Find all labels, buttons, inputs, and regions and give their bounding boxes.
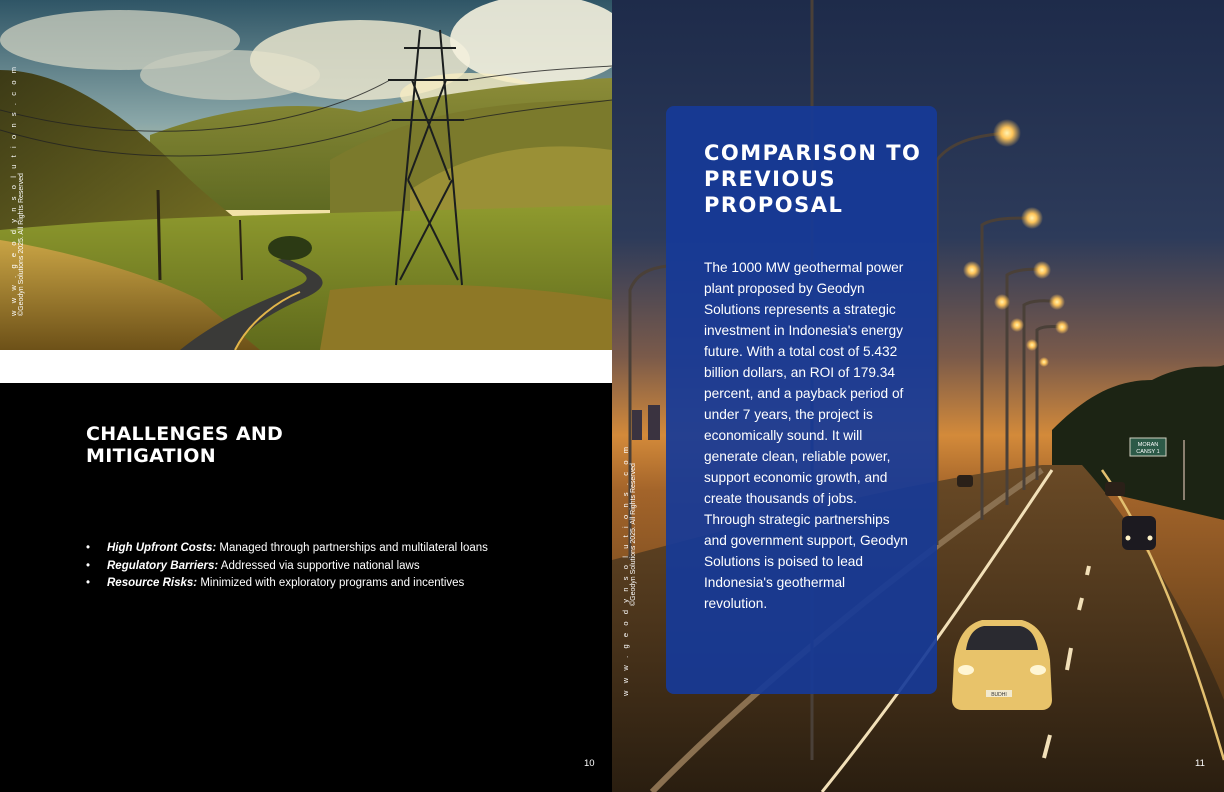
bullet-term: High Upfront Costs:: [107, 542, 217, 554]
valley-power-line-photo: [0, 0, 612, 350]
page-number: 11: [1195, 758, 1205, 769]
bullet-term: Resource Risks:: [107, 577, 198, 590]
website-url-vertical: w w w . g e o d y n s o l u t i o n s . c o m: [621, 444, 630, 696]
list-item: [86, 558, 488, 576]
website-url-vertical: w w w . g e o d y n s o l u t i o n s . c o m: [9, 64, 18, 316]
copyright-vertical: ©Geodyn Solutions 2025. All Rights Reserved: [18, 173, 25, 316]
card-title: COMPARISON TO PREVIOUS PROPOSAL: [704, 141, 922, 217]
section-title: CHALLENGES AND MITIGATION: [86, 423, 284, 467]
bullet-icon: •: [86, 542, 91, 554]
right-page: [612, 0, 1224, 792]
road-sign-text: CANSY 1: [1136, 449, 1160, 455]
list-item: [86, 575, 488, 593]
bullet-text: Addressed via supportive national laws: [218, 559, 420, 572]
license-plate-text: BUDHI: [991, 692, 1007, 698]
card-body-text: The 1000 MW geothermal power plant proposed by Geodyn Solutions represents a strategic investment in Indonesia's energy future. With a total cost of 5.432 billion dollars, an ROI of 179.34 percent, and a payback period of under 7 years, the project is economically sound. It will generate clean, reliable power, support economic growth, and create thousands of jobs. Through strategic partnerships and government support, Geodyn Solutions is poised to lead Indonesia's geothermal revolution.: [704, 260, 908, 611]
challenges-list: [86, 540, 488, 593]
bullet-icon: •: [86, 577, 91, 590]
bullet-icon: •: [86, 559, 91, 572]
list-item: [86, 540, 488, 558]
road-sign-text: MORAN: [1137, 442, 1159, 448]
white-divider-band: [0, 350, 612, 383]
bullet-text: Minimized with exploratory programs and incentives: [197, 577, 465, 590]
copyright-vertical: ©Geodyn Solutions 2025. All Rights Reserved: [630, 463, 637, 606]
page-number: 10: [584, 758, 595, 769]
comparison-card: [666, 106, 937, 694]
bullet-text: Managed through partnerships and multilateral loans: [216, 542, 488, 554]
bullet-term: Regulatory Barriers:: [107, 559, 219, 572]
